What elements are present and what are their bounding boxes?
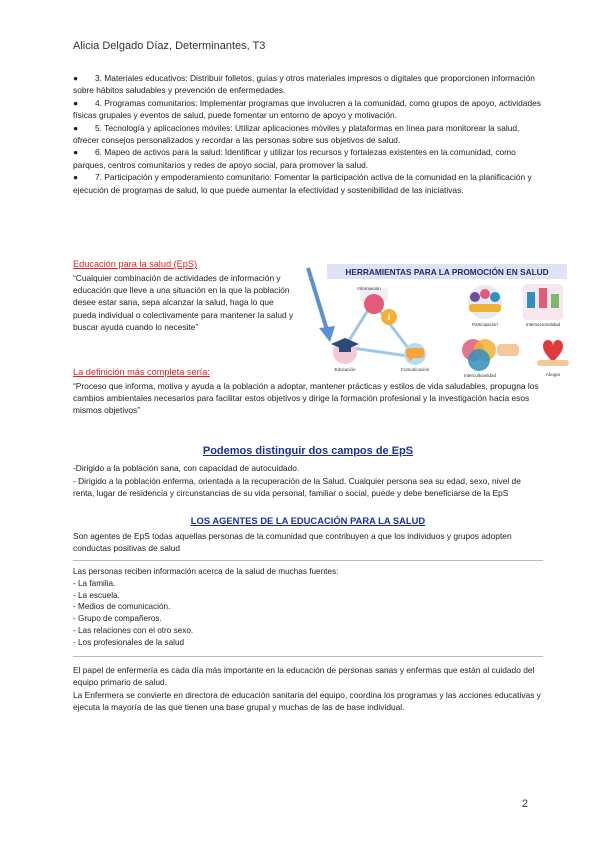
list-item (73, 97, 543, 122)
agentes-text: Son agentes de EpS todas aquellas personas de la comunidad que contribuyen a que los individuos y grupos adopten conductas positivas de salud (73, 531, 512, 554)
list-item (73, 171, 543, 196)
information-icon (360, 288, 397, 325)
intersectorial-icon (523, 284, 563, 320)
label-educacion: Educación (334, 367, 356, 372)
infographic-title: HERRAMIENTAS PARA LA PROMOCIÓN EN SALUD (345, 267, 549, 277)
arrow-icon (308, 268, 335, 342)
list-item: - La escuela. (73, 590, 120, 600)
definition-text: “Proceso que informa, motiva y ayuda a la población a adoptar, mantener prácticas y estilos de vida saludables, propugna los cambios ambientales necesarios para facilitar estos objetivos y dirige la formación profesional y la investigación hacia esos mismos objetivos” (73, 381, 539, 416)
label-participacion: Participación (472, 322, 498, 327)
bullet: ● (73, 122, 79, 133)
separator-2 (73, 656, 543, 657)
list-item (73, 72, 543, 97)
list-item-text: 7. Participación y empoderamiento comunitario: Fomentar la participación activa de la comunidad en la planificación y ejecución de programas de salud, lo que puede aumentar la efectividad y sostenibilidad de las iniciativas. (73, 172, 532, 195)
fuentes-intro: Las personas reciben información acerca de la salud de muchas fuentes: (73, 567, 339, 576)
eps-quote: “Cualquier combinación de actividades de información y educación que lleve a una situación en la que la población desee estar sana, sepa alcanzar la salud, haga lo que pueda individual o colectivamente para mantener la salud y buscar ayuda cuando lo necesite” (73, 273, 294, 332)
campos-item-1: -Dirigido a la población sana, con capacidad de autocuidado. (73, 463, 300, 473)
campos-item-2: - Dirigido a la población enferma, orientada a la recuperación de la Salud. Cualquier persona sea su edad, sexo, nivel de renta, lugar de residencia y circunstancias de su vida personal, familiar o social, puede y debe beneficiarse de la EpS (73, 476, 521, 499)
list-item (73, 146, 543, 171)
eps-heading: Educación para la salud (EpS) (73, 259, 198, 269)
list-item-text: 6. Mapeo de activos para la salud: Identificar y utilizar los recursos y fortalezas existentes en la comunidad, como parques, centros comunitarios y redes de apoyo social, para promover la salud. (73, 147, 516, 170)
bullet: ● (73, 172, 79, 183)
definition-heading: La definición más completa sería: (73, 367, 210, 377)
label-comunicacion: Comunicación (400, 367, 430, 372)
interculturality-icon (462, 339, 519, 371)
list-item: - La familia. (73, 578, 116, 588)
page-number: 2 (521, 798, 528, 810)
list-item: - Medios de comunicación. (73, 602, 171, 612)
list-item-text: 4. Programas comunitarios: Implementar programas que involucren a la comunidad, como grupos de apoyo, actividades físicas grupales y eventos de salud, puede fomentar un entorno de apoyo y motivación. (73, 97, 541, 121)
label-informacion: Información (357, 286, 381, 291)
document-header: Alicia Delgado Díaz, Determinantes, T3 (73, 40, 266, 52)
fuentes-block (73, 566, 543, 649)
strategies-list (73, 72, 543, 196)
enfermeria-p1: El papel de enfermería es cada día más importante en la educación de personas sanas y enfermas que están al cuidado del equipo primario de salud. (73, 665, 535, 688)
label-abogar: Abogar (545, 372, 561, 377)
graduation-cap-icon (331, 338, 359, 364)
list-item: - Grupo de compañeros. (73, 614, 162, 624)
speech-bubble-icon (404, 343, 426, 365)
heart-hands-icon (537, 340, 569, 366)
label-interculturalidad: Interculturalidad (463, 373, 497, 378)
list-item-text: 3. Materiales educativos: Distribuir folletos, guías y otros materiales impresos o digitales que proporcionen información sobre hábitos saludables y prevención de enfermedades. (73, 73, 535, 96)
list-item: - Los profesionales de la salud (73, 637, 185, 647)
bullet: ● (73, 73, 79, 83)
bullet: ● (73, 97, 79, 108)
list-item (73, 122, 543, 147)
agentes-heading: LOS AGENTES DE LA EDUCACIÓN PARA LA SALUD (190, 515, 426, 526)
enfermeria-p2: La Enfermera se convierte en directora de educación sanitaria del equipo, coordina los programas y las acciones educativas y ejecuta la mayoría de las que tienen una base grupal y muchas de las de base individual. (73, 690, 541, 713)
label-intersectorialidad: Intersectorialidad (525, 322, 561, 327)
campos-heading: Podemos distinguir dos campos de EpS (202, 445, 414, 457)
bullet: ● (73, 147, 79, 158)
separator-1 (73, 560, 543, 561)
list-item-text: 5. Tecnología y aplicaciones móviles: Utilizar aplicaciones móviles y plataformas en línea para monitorear la salud, ofrecer consejos personalizados y recordar a las personas sobre sus objetivos de salud. (73, 122, 520, 146)
svg-text:i: i (387, 312, 391, 322)
participation-icon (468, 285, 502, 319)
health-promotion-infographic (305, 262, 573, 390)
list-item: - Las relaciones con el otro sexo. (73, 625, 194, 635)
